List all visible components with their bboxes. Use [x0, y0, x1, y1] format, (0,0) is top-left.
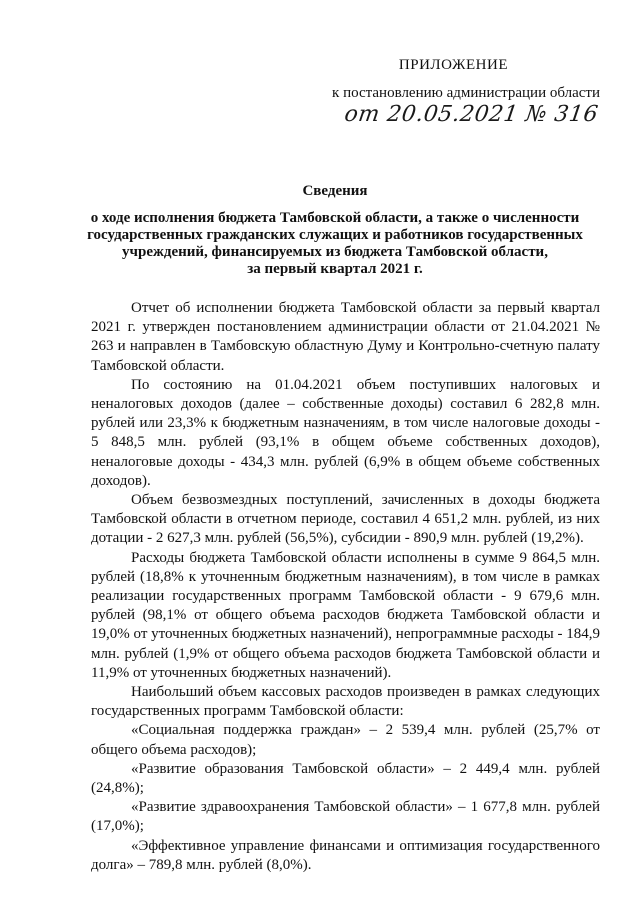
- heading-line: за первый квартал 2021 г.: [247, 261, 423, 277]
- program-item: «Развитие образования Тамбовской области» – 2 449,4 млн. рублей (24,8%);: [91, 760, 600, 797]
- paragraph-largest-expenses: Наибольший объем кассовых расходов произведен в рамках следующих государственных программ Тамбовской области:: [91, 684, 600, 720]
- heading-title: Сведения: [302, 183, 368, 199]
- paragraph-own-revenues: По состоянию на 01.04.2021 объем поступивших налоговых и неналоговых доходов (далее – собственные доходы) составил 6 282,8 млн. рублей или 23,3% к бюджетным назначениям, в том числе налоговые доходы - 5 848,5 млн. рублей (93,1% в общем объеме собственных доходов), неналоговые доходы - 434,3 млн. рублей (6,9% в общем объеме собственных доходов).: [91, 376, 600, 489]
- paragraph-report-approval: Отчет об исполнении бюджета Тамбовской области за первый квартал 2021 г. утвержден постановлением администрации области от 21.04.2021 № 263 и направлен в Тамбовскую областную Думу и Контрольно-счетную палату Тамбовской области.: [91, 300, 600, 374]
- program-item: «Развитие здравоохранения Тамбовской области» – 1 677,8 млн. рублей (17,0%);: [91, 799, 600, 835]
- heading-line: учреждений, финансируемых из бюджета Тамбовской области,: [122, 244, 548, 260]
- document-heading: [60, 183, 610, 278]
- paragraph-gratuitous-receipts: Объем безвозмездных поступлений, зачисленных в доходы бюджета Тамбовской области в отчетном периоде, составил 4 651,2 млн. рублей, из них дотации - 2 627,3 млн. рублей (56,5%), субсидии - 890,9 млн. рублей (19,2%).: [91, 492, 600, 547]
- heading-line: государственных гражданских служащих и работников государственных: [87, 227, 583, 243]
- paragraph-expenditures: Расходы бюджета Тамбовской области исполнены в сумме 9 864,5 млн. рублей (18,8% к уточненным бюджетным назначениям), в том числе в рамках реализации государственных программ Тамбовской области - 9 679,6 млн. рублей (98,1% от общего объема расходов бюджета Тамбовской области и 19,0% от уточненных бюджетных назначений), непрограммные расходы - 184,9 млн. рублей (1,9% от общего объема расходов бюджета Тамбовской области и 11,9% от уточненных бюджетных назначений).: [91, 549, 600, 681]
- appendix-subtitle: к постановлению администрации области: [332, 85, 600, 101]
- program-item: «Эффективное управление финансами и оптимизация государственного долга» – 789,8 млн. рублей (8,0%).: [91, 837, 600, 873]
- program-item: «Социальная поддержка граждан» – 2 539,4 млн. рублей (25,7% от общего объема расходов);: [91, 722, 600, 758]
- appendix-title: ПРИЛОЖЕНИЕ: [398, 57, 508, 73]
- document-body: [91, 299, 600, 875]
- appendix-block: [300, 56, 600, 127]
- heading-line: о ходе исполнения бюджета Тамбовской области, а также о численности: [90, 210, 580, 226]
- handwritten-date-number: от 20.05.2021 № 316: [342, 102, 600, 127]
